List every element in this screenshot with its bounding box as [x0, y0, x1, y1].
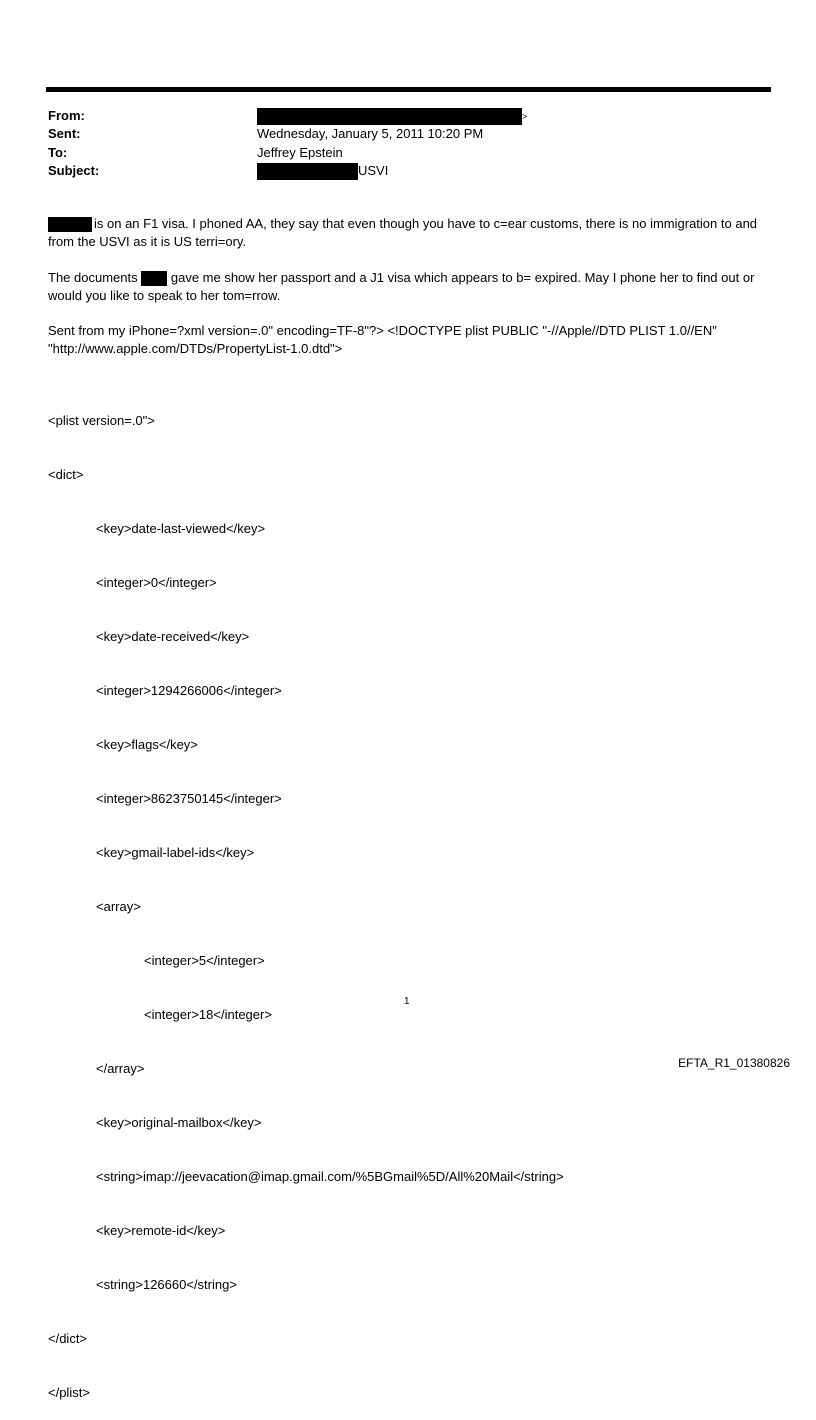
- plist-line: </dict>: [48, 1331, 88, 1346]
- plist-line: <key>date-last-viewed</key>: [96, 521, 266, 536]
- plist-line: <string>imap://jeevacation@imap.gmail.com/%5BGmail%5D/All%20Mail</string>: [96, 1169, 564, 1184]
- document-id: EFTA_R1_01380826: [678, 1056, 790, 1070]
- plist-line: <key>gmail-label-ids</key>: [96, 845, 255, 860]
- from-suffix: >: [522, 111, 528, 122]
- plist-line: <key>original-mailbox</key>: [96, 1115, 262, 1130]
- plist-line: <dict>: [48, 467, 84, 482]
- plist-line: <integer>0</integer>: [96, 575, 217, 590]
- para2-start: The documents: [48, 270, 138, 285]
- subject-value: [257, 163, 388, 180]
- plist-line: <array>: [96, 899, 141, 914]
- body-paragraph-2: [48, 269, 768, 305]
- from-label: From:: [48, 108, 85, 123]
- subject-text: USVI: [358, 163, 389, 178]
- redaction-box: [48, 217, 92, 232]
- plist-line: <key>remote-id</key>: [96, 1223, 226, 1238]
- para1-text: is on an F1 visa. I phoned AA, they say that even though you have to c=ear customs, there is no immigration to and from the USVI as it is US terri=ory.: [48, 216, 758, 249]
- plist-line: </array>: [96, 1061, 145, 1076]
- from-value: [257, 108, 527, 125]
- redaction-box: [141, 271, 167, 286]
- plist-line: </plist>: [48, 1385, 90, 1400]
- signature-line-2: "http://www.apple.com/DTDs/PropertyList-1.0.dtd">: [48, 341, 343, 356]
- page-number: 1: [404, 996, 410, 1007]
- plist-block: [48, 376, 564, 1420]
- redaction-box: [257, 163, 358, 180]
- subject-label: Subject:: [48, 163, 100, 178]
- plist-line: <plist version=.0">: [48, 413, 155, 428]
- body-paragraph-1: [48, 215, 768, 251]
- to-value: Jeffrey Epstein: [257, 145, 343, 160]
- header-rule: [46, 87, 771, 92]
- plist-line: <integer>5</integer>: [144, 953, 265, 968]
- plist-line: <key>date-received</key>: [96, 629, 250, 644]
- plist-line: <integer>8623750145</integer>: [96, 791, 282, 806]
- signature-block: [48, 322, 768, 358]
- para2-end: gave me show her passport and a J1 visa which appears to b= expired. May I phone her to find out or would you like to speak to her tom=rrow.: [48, 270, 755, 303]
- sent-value: Wednesday, January 5, 2011 10:20 PM: [257, 126, 484, 141]
- plist-line: <integer>1294266006</integer>: [96, 683, 282, 698]
- sent-label: Sent:: [48, 126, 81, 141]
- plist-line: <key>flags</key>: [96, 737, 198, 752]
- plist-line: <string>126660</string>: [96, 1277, 237, 1292]
- to-label: To:: [48, 145, 68, 160]
- plist-line: <integer>18</integer>: [144, 1007, 272, 1022]
- redaction-box: [257, 108, 522, 125]
- signature-line-1: Sent from my iPhone=?xml version=.0" encoding=TF-8"?> <!DOCTYPE plist PUBLIC "-//Apple//DTD PLIST 1.0//EN": [48, 323, 717, 338]
